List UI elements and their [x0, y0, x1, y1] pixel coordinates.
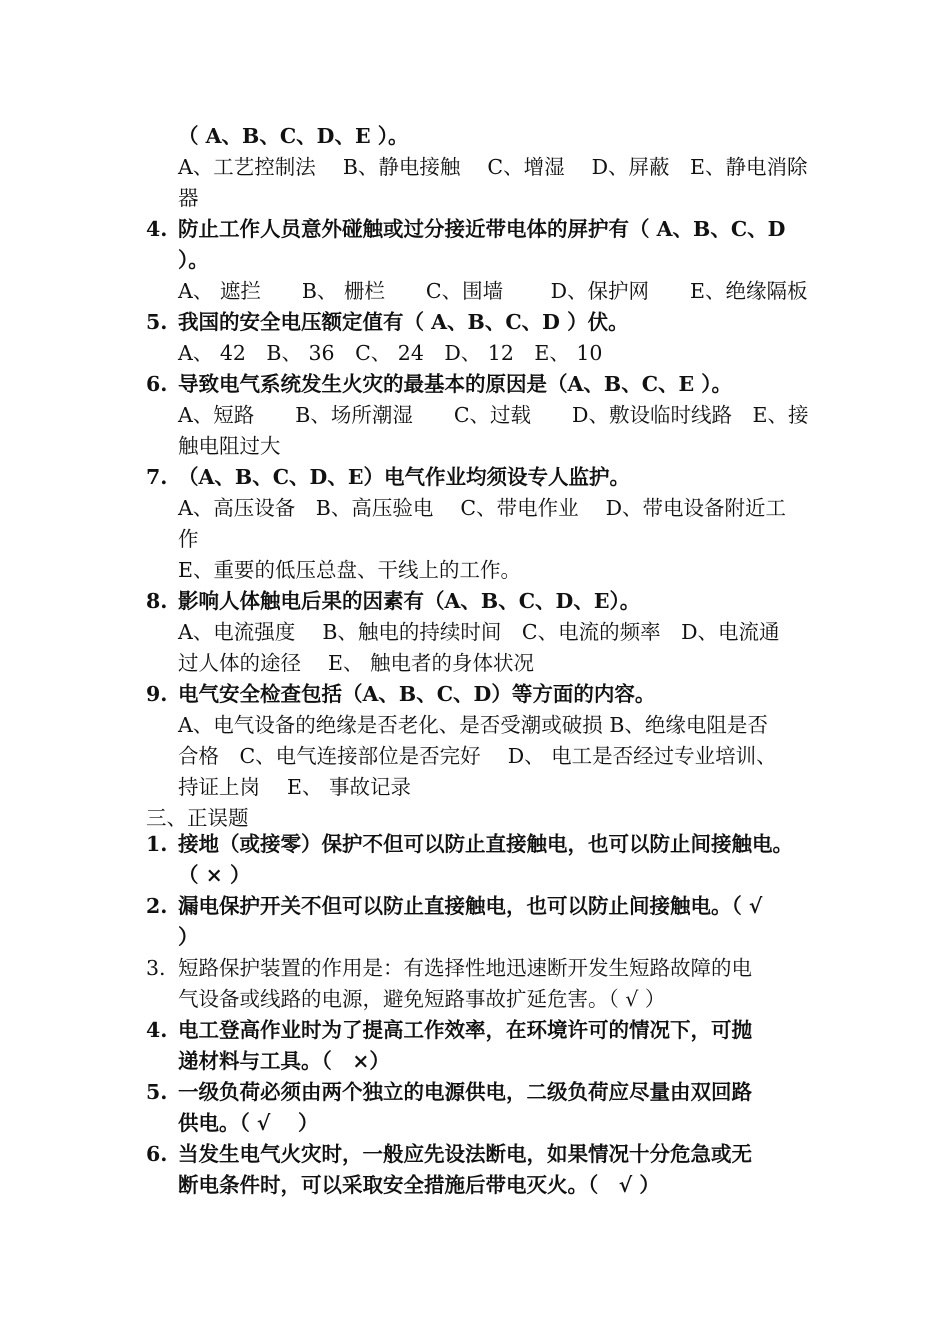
tf1-number: 1. — [146, 832, 168, 856]
q4-question: 防止工作人员意外碰触或过分接近带电体的屏护有（ A、B、C、D — [178, 217, 786, 241]
tf2-statement: 漏电保护开关不但可以防止直接触电，也可以防止间接触电。（ √ — [178, 894, 763, 918]
tf1-statement: 接地（或接零）保护不但可以防止直接触电，也可以防止间接触电。 — [178, 832, 793, 856]
q3-options-cont: 器 — [178, 186, 199, 210]
q7-options-e: E、重要的低压总盘、干线上的工作。 — [178, 558, 521, 582]
section-heading-true-false: 三、正误题 — [146, 806, 249, 830]
q8-options: A、电流强度 B、触电的持续时间 C、电流的频率 D、电流通 — [178, 620, 780, 644]
q5-question: 我国的安全电压额定值有（ A、B、C、D ）伏。 — [178, 310, 629, 334]
q7-question: （A、B、C、D、E）电气作业均须设专人监护。 — [178, 465, 630, 489]
q7-options-cont: 作 — [178, 527, 199, 551]
q6-number: 6. — [146, 372, 168, 396]
q6-question: 导致电气系统发生火灾的最基本的原因是（A、B、C、E ）。 — [178, 372, 733, 396]
tf6-statement: 当发生电气火灾时，一般应先设法断电，如果情况十分危急或无 — [178, 1142, 752, 1166]
q6-options: A、短路 B、场所潮湿 C、过载 D、敷设临时线路 E、接 — [178, 403, 809, 427]
q4-options: A、 遮拦 B、 栅栏 C、围墙 D、保护网 E、绝缘隔板 — [178, 279, 808, 303]
q9-options: A、电气设备的绝缘是否老化、是否受潮或破损 B、绝缘电阻是否 — [178, 713, 768, 737]
q5-options: A、 42 B、 36 C、 24 D、 12 E、 10 — [178, 341, 603, 365]
q8-question: 影响人体触电后果的因素有（A、B、C、D、E）。 — [178, 589, 641, 613]
q4-number: 4. — [146, 217, 168, 241]
q3-options: A、工艺控制法 B、静电接触 C、增湿 D、屏蔽 E、静电消除 — [178, 155, 808, 179]
q3-answer-line: （ A、B、C、D、E ）。 — [178, 124, 409, 148]
q8-options-cont: 过人体的途径 E、 触电者的身体状况 — [178, 651, 534, 675]
tf1-answer: （ × ） — [178, 863, 251, 887]
q7-number: 7. — [146, 465, 168, 489]
q7-options: A、高压设备 B、高压验电 C、带电作业 D、带电设备附近工 — [178, 496, 787, 520]
q9-options-cont2: 持证上岗 E、 事故记录 — [178, 775, 411, 799]
q8-number: 8. — [146, 589, 168, 613]
tf3-statement-cont: 气设备或线路的电源，避免短路事故扩延危害。（ √ ） — [178, 987, 666, 1011]
q9-question: 电气安全检查包括（A、B、C、D）等方面的内容。 — [178, 682, 656, 706]
q6-options-cont: 触电阻过大 — [178, 434, 281, 458]
tf2-answer: ） — [178, 925, 199, 949]
tf5-statement: 一级负荷必须由两个独立的电源供电，二级负荷应尽量由双回路 — [178, 1080, 752, 1104]
tf6-statement-cont: 断电条件时，可以采取安全措施后带电灭火。（ √ ） — [178, 1173, 660, 1197]
tf4-number: 4. — [146, 1018, 168, 1042]
tf6-number: 6. — [146, 1142, 168, 1166]
q4-question-cont: ）。 — [178, 248, 209, 272]
tf3-statement: 短路保护装置的作用是：有选择性地迅速断开发生短路故障的电 — [178, 956, 752, 980]
tf4-statement: 电工登高作业时为了提高工作效率，在环境许可的情况下，可抛 — [178, 1018, 752, 1042]
tf2-number: 2. — [146, 894, 168, 918]
tf5-number: 5. — [146, 1080, 168, 1104]
q9-options-cont: 合格 C、电气连接部位是否完好 D、 电工是否经过专业培训、 — [178, 744, 777, 768]
q5-number: 5. — [146, 310, 168, 334]
tf4-statement-cont: 递材料与工具。（ ×） — [178, 1049, 390, 1073]
q9-number: 9. — [146, 682, 168, 706]
tf3-number: 3. — [146, 956, 166, 980]
tf5-statement-cont: 供电。（ √ ） — [178, 1111, 319, 1135]
